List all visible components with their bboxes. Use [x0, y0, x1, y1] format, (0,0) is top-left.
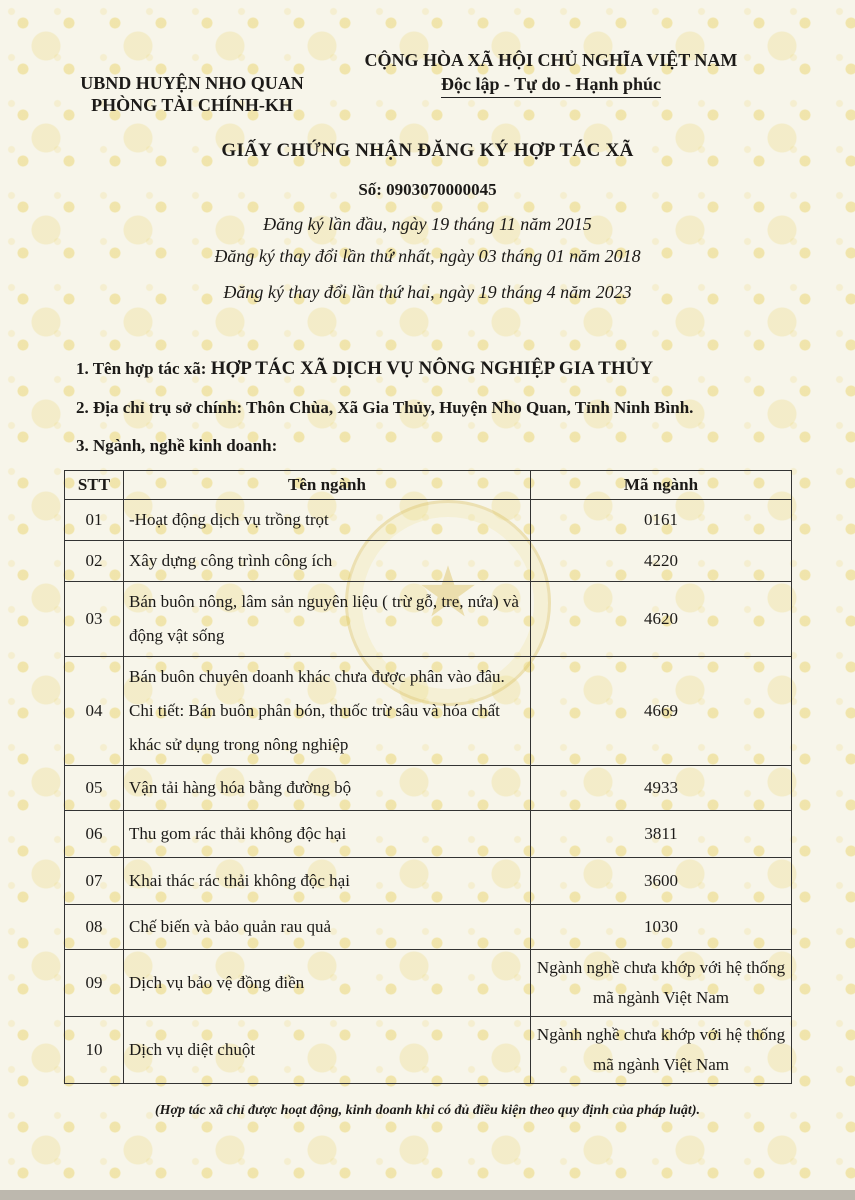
row-stt: 01 [65, 500, 124, 541]
row-name: -Hoạt động dịch vụ trồng trọt [124, 500, 531, 541]
row-code: 4220 [531, 541, 792, 582]
table-row [65, 858, 792, 905]
row-code: 4620 [531, 582, 792, 657]
registration-change-1: Đăng ký thay đổi lần thứ nhất, ngày 03 tháng 01 năm 2018 [214, 246, 641, 266]
table-row [65, 1017, 792, 1084]
row-code: 1030 [531, 905, 792, 950]
row-stt: 10 [65, 1017, 124, 1084]
registration-change-2: Đăng ký thay đổi lần thứ hai, ngày 19 tháng 4 năm 2023 [223, 282, 632, 302]
row-name: Dịch vụ diệt chuột [124, 1017, 531, 1084]
legal-note: (Hợp tác xã chỉ được hoạt động, kinh doanh khi có đủ điều kiện theo quy định của pháp luật). [155, 1103, 700, 1118]
issuing-agency [62, 72, 322, 116]
header-stt: STT [65, 471, 124, 500]
coop-name-label: 1. Tên hợp tác xã: [76, 359, 211, 378]
row-name: Dịch vụ bảo vệ đồng điền [124, 950, 531, 1017]
row-stt: 03 [65, 582, 124, 657]
table-row [65, 811, 792, 858]
coop-name-field [76, 358, 653, 380]
desk-surface [0, 1190, 855, 1200]
row-stt: 07 [65, 858, 124, 905]
business-lines-table [64, 470, 792, 1084]
table-row [65, 657, 792, 766]
row-code: Ngành nghề chưa khớp với hệ thống mã ngành Việt Nam [531, 950, 792, 1017]
row-stt: 04 [65, 657, 124, 766]
national-motto: Độc lập - Tự do - Hạnh phúc [441, 72, 661, 98]
table-header-row [65, 471, 792, 500]
row-stt: 05 [65, 766, 124, 811]
row-name: Khai thác rác thải không độc hại [124, 858, 531, 905]
row-code: 4933 [531, 766, 792, 811]
document-title: GIẤY CHỨNG NHẬN ĐĂNG KÝ HỢP TÁC XÃ [221, 140, 634, 161]
coop-name-value: HỢP TÁC XÃ DỊCH VỤ NÔNG NGHIỆP GIA THỦY [210, 358, 654, 379]
address-value: Thôn Chùa, Xã Gia Thủy, Huyện Nho Quan, Tỉnh Ninh Bình. [246, 398, 694, 417]
row-name: Bán buôn nông, lâm sản nguyên liệu ( trừ gỗ, tre, nứa) và động vật sống [124, 582, 531, 657]
row-name: Bán buôn chuyên doanh khác chưa được phân vào đâu. Chi tiết: Bán buôn phân bón, thuốc trừ sâu và hóa chất khác sử dụng trong nông nghiệp [124, 657, 531, 766]
header-name: Tên ngành [124, 471, 531, 500]
header-code: Mã ngành [531, 471, 792, 500]
agency-line-1: UBND HUYỆN NHO QUAN [80, 73, 304, 93]
row-name: Vận tải hàng hóa bằng đường bộ [124, 766, 531, 811]
certificate-number: Số: 0903070000045 [358, 180, 497, 199]
table-row [65, 582, 792, 657]
address-label: 2. Địa chỉ trụ sở chính: [76, 398, 247, 417]
row-stt: 08 [65, 905, 124, 950]
registration-first: Đăng ký lần đầu, ngày 19 tháng 11 năm 2015 [263, 214, 592, 234]
agency-line-2: PHÒNG TÀI CHÍNH-KH [91, 95, 293, 115]
row-code: 3811 [531, 811, 792, 858]
address-field [76, 398, 693, 418]
table-row [65, 500, 792, 541]
row-name: Chế biến và bảo quản rau quả [124, 905, 531, 950]
table-row [65, 541, 792, 582]
table-row [65, 905, 792, 950]
table-row [65, 950, 792, 1017]
table-row [65, 766, 792, 811]
row-code: 4669 [531, 657, 792, 766]
row-code: Ngành nghề chưa khớp với hệ thống mã ngành Việt Nam [531, 1017, 792, 1084]
row-code: 0161 [531, 500, 792, 541]
business-field: 3. Ngành, nghề kinh doanh: [76, 436, 278, 455]
row-stt: 02 [65, 541, 124, 582]
row-code: 3600 [531, 858, 792, 905]
nation-name: CỘNG HÒA XÃ HỘI CHỦ NGHĨA VIỆT NAM [364, 50, 738, 70]
row-stt: 06 [65, 811, 124, 858]
row-name: Thu gom rác thải không độc hại [124, 811, 531, 858]
row-stt: 09 [65, 950, 124, 1017]
national-header [336, 48, 766, 98]
row-name: Xây dựng công trình công ích [124, 541, 531, 582]
